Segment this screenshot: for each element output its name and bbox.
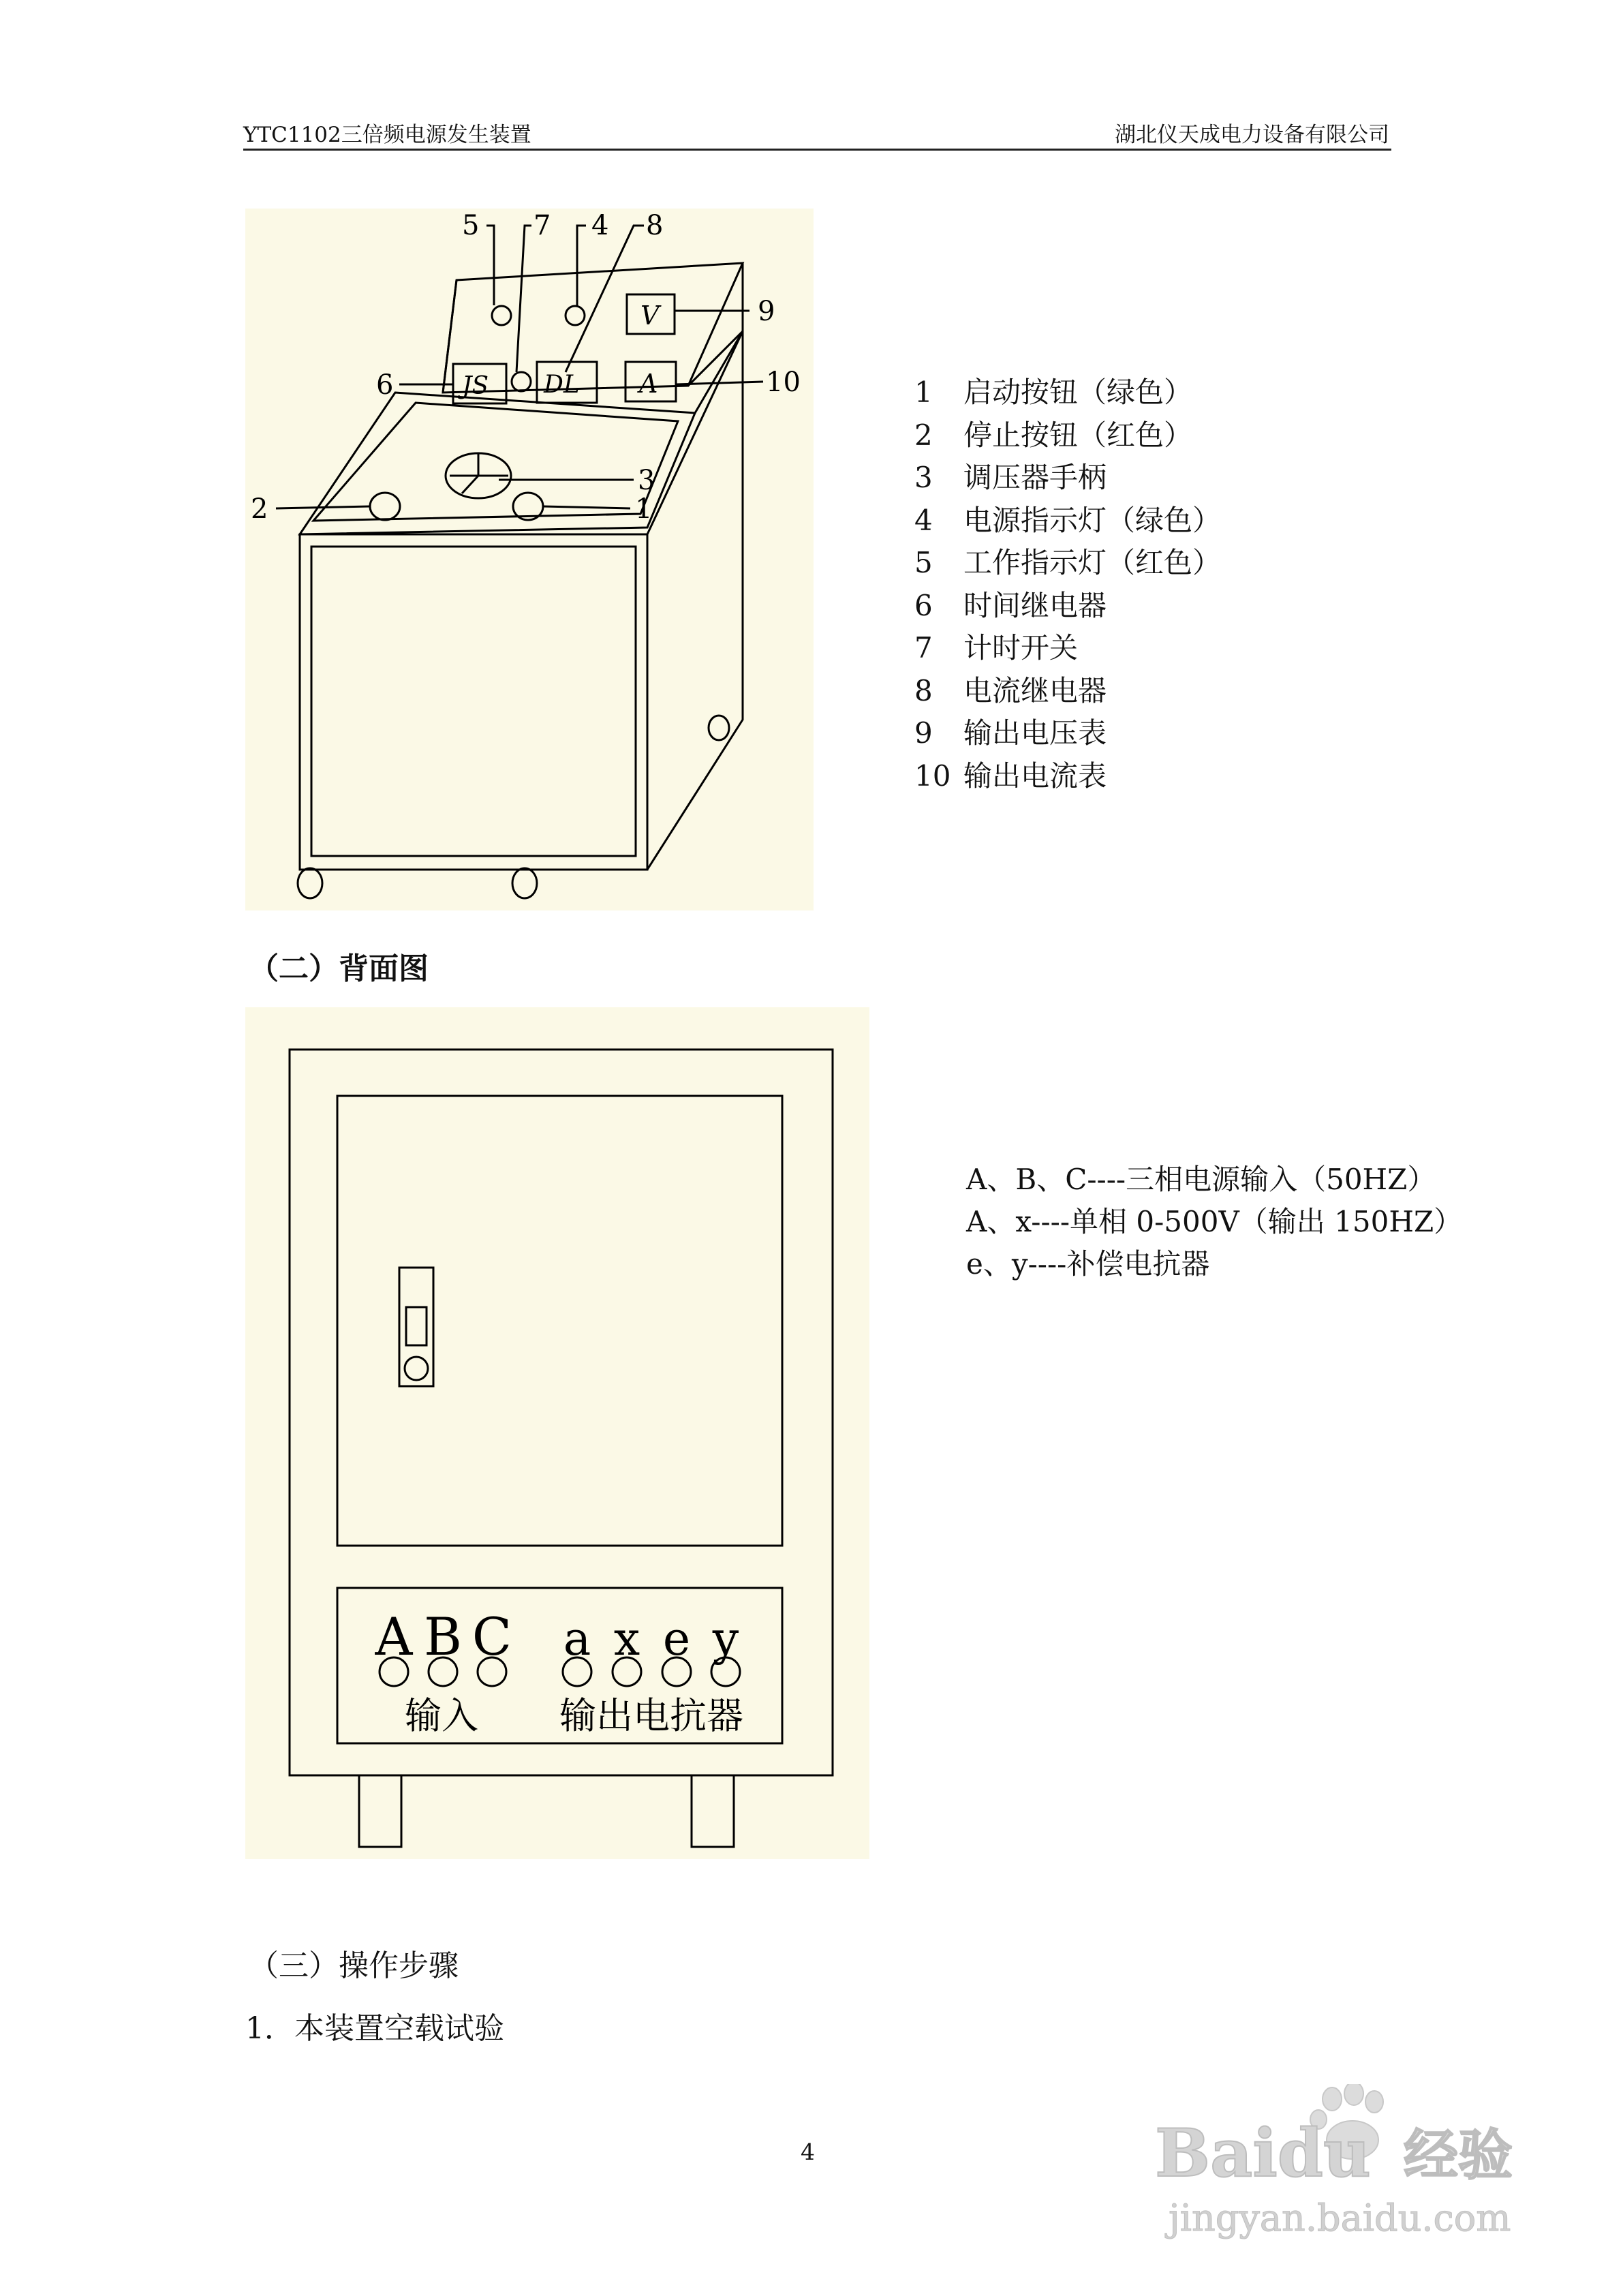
power-indicator-lamp — [566, 306, 585, 325]
timer-relay-label: JS — [462, 372, 489, 400]
callout-8: 8 — [646, 210, 664, 241]
legend-item-4: 4 电源指示灯（绿色） — [914, 503, 1222, 537]
back-view-figure — [245, 1007, 869, 1859]
terminal-label-a: a — [563, 1612, 591, 1666]
wheel-left — [298, 868, 322, 898]
foot-left — [359, 1775, 401, 1847]
cabinet-front — [300, 534, 647, 870]
legend-item-3: 3 调压器手柄 — [914, 461, 1107, 494]
ammeter-label: A — [639, 369, 658, 399]
output-reactor-label: 输出电抗器 — [559, 1694, 743, 1737]
baidu-watermark-logo — [1155, 2084, 1536, 2248]
terminal-label-B: B — [424, 1606, 462, 1667]
section3-heading: （三）操作步骤 — [249, 1948, 459, 1983]
legend-item-8: 8 电流继电器 — [914, 673, 1107, 707]
terminal-label-C: C — [472, 1606, 512, 1667]
legend-item-2: 2 停止按钮（红色） — [914, 418, 1193, 452]
legend-item-1: 1 启动按钮（绿色） — [914, 376, 1193, 409]
back-legend-item-3: e、y----补偿电抗器 — [966, 1247, 1210, 1281]
paw-toe-1 — [1323, 2087, 1342, 2111]
legend-item-6: 6 时间继电器 — [914, 588, 1107, 622]
timer-switch — [512, 372, 531, 391]
legend-item-5: 5 工作指示灯（红色） — [914, 546, 1222, 579]
callout-10: 10 — [766, 367, 801, 398]
legend-item-10: 10 输出电流表 — [914, 759, 1107, 793]
cabinet-back — [290, 1050, 833, 1775]
callout-7: 7 — [534, 210, 551, 241]
watermark-brand: Baidu — [1155, 2115, 1371, 2192]
voltmeter-label: V — [640, 301, 660, 331]
watermark-url: jingyan.baidu.com — [1169, 2196, 1511, 2239]
baidu-watermark — [1155, 2084, 1536, 2248]
current-relay-label: DL — [544, 371, 580, 399]
back-view-heading: （二）背面图 — [249, 951, 429, 986]
front-legend — [914, 371, 1221, 797]
back-view-drawing — [245, 1007, 869, 1859]
foot-right — [692, 1775, 734, 1847]
terminal-label-A: A — [375, 1606, 413, 1667]
callout-2: 2 — [251, 493, 268, 525]
terminal-label-e: e — [662, 1612, 691, 1666]
page-number: 4 — [801, 2139, 815, 2165]
terminal-label-y: y — [712, 1612, 739, 1666]
callout-6: 6 — [376, 369, 394, 401]
stop-button-shape — [370, 493, 400, 520]
callout-4: 4 — [591, 210, 609, 241]
header-left: YTC1102三倍频电源发生装置 — [243, 123, 531, 147]
callout-3: 3 — [638, 465, 655, 496]
wheel-back — [709, 716, 729, 740]
legend-item-9: 9 输出电压表 — [914, 716, 1107, 750]
header-right: 湖北仪天成电力设备有限公司 — [1115, 123, 1389, 147]
back-legend — [966, 1159, 1462, 1285]
back-legend-item-2: A、x----单相 0-500V（输出 150HZ） — [966, 1205, 1463, 1238]
callout-1: 1 — [635, 493, 653, 525]
header-rule — [243, 149, 1391, 151]
wheel-right — [512, 868, 537, 898]
paw-toe-2 — [1344, 2084, 1363, 2105]
watermark-product: 经验 — [1404, 2123, 1513, 2187]
callout-5: 5 — [462, 210, 480, 241]
input-label: 输入 — [405, 1694, 478, 1737]
step1-text: 1．本装置空载试验 — [245, 2011, 504, 2046]
back-legend-item-1: A、B、C----三相电源输入（50HZ） — [966, 1163, 1436, 1196]
front-view-figure — [245, 209, 814, 910]
terminal-label-x: x — [613, 1612, 640, 1666]
legend-item-7: 7 计时开关 — [914, 631, 1079, 664]
back-door — [337, 1096, 782, 1546]
work-indicator-lamp — [492, 306, 511, 325]
callout-9: 9 — [758, 296, 775, 327]
front-view-drawing — [245, 209, 814, 910]
paw-toe-3 — [1365, 2091, 1383, 2113]
